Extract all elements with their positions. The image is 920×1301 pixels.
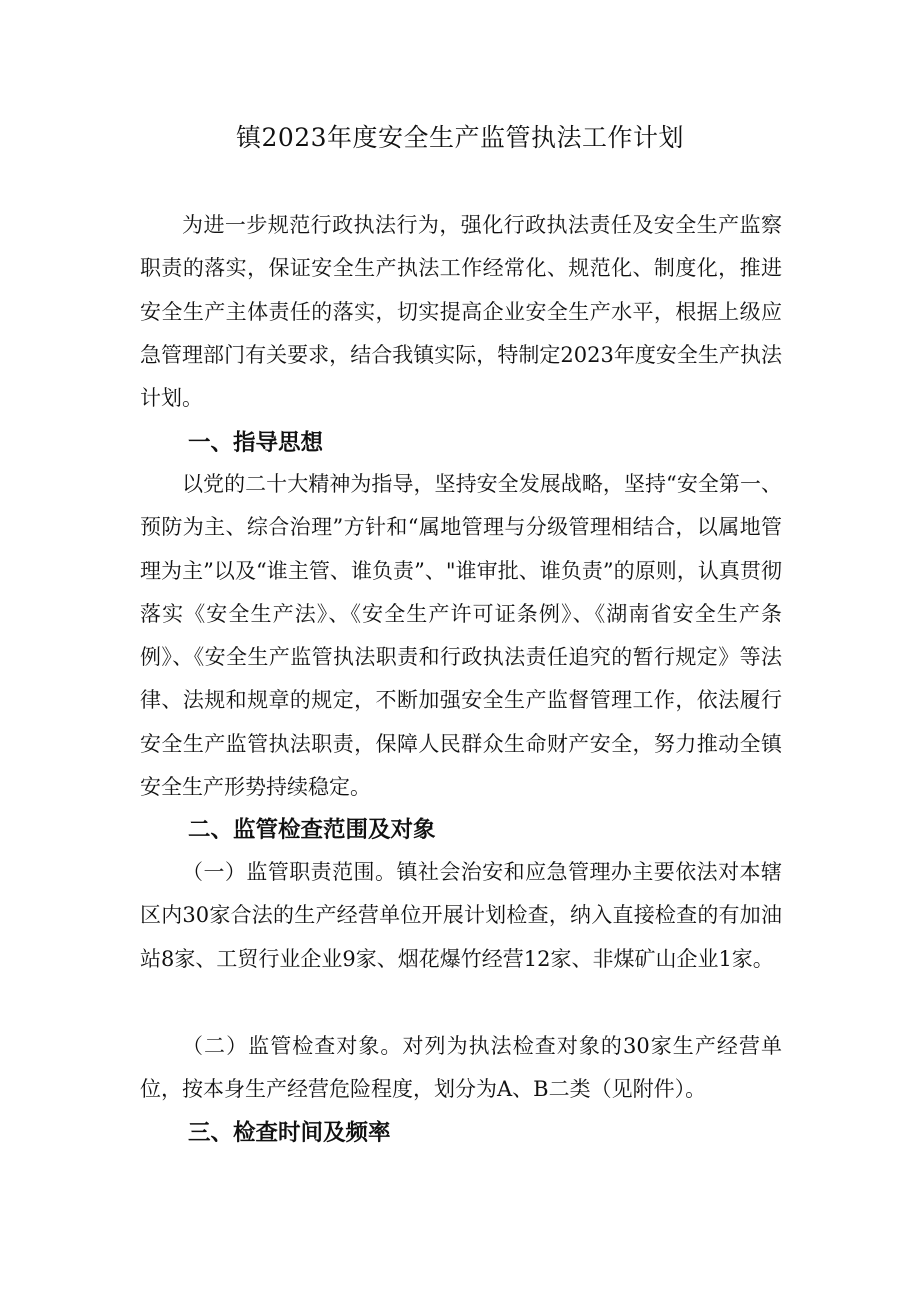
section-heading-guiding-ideology: 一、指导思想 <box>188 430 324 456</box>
targets-paragraph: （二）监管检查对象。对列为执法检查对象的30家生产经营单位，按本身生产经营危险程度，划分为A、B二类（见附件）。 <box>140 1034 782 1102</box>
section-heading-inspection-schedule: 三、检查时间及频率 <box>188 1120 391 1146</box>
scope-paragraph: （一）监管职责范围。镇社会治安和应急管理办主要依法对本辖区内30家合法的生产经营单位开展计划检查，纳入直接检查的有加油站8家、工贸行业企业9家、烟花爆竹经营12家、非煤矿山企业1家。 <box>140 860 782 971</box>
section-heading-scope-and-targets: 二、监管检查范围及对象 <box>188 817 436 843</box>
document-title: 镇2023年度安全生产监管执法工作计划 <box>235 123 685 152</box>
intro-paragraph: 为进一步规范行政执法行为，强化行政执法责任及安全生产监察职责的落实，保证安全生产执法工作经常化、规范化、制度化，推进安全生产主体责任的落实，切实提高企业安全生产水平，根据上级应急管理部门有关要求，结合我镇实际，特制定2023年度安全生产执法计划。 <box>140 213 782 411</box>
guiding-ideology-paragraph: 以党的二十大精神为指导，坚持安全发展战略，坚持“安全第一、预防为主、综合治理”方针和“属地管理与分级管理相结合，以属地管理为主”以及“谁主管、谁负责”、"谁审批、谁负责”的原则，认真贯彻落实《安全生产法》、《安全生产许可证条例》、《湖南省安全生产条例》、《安全生产监管执法职责和行政执法责任追究的暂行规定》等法律、法规和规章的规定，不断加强安全生产监督管理工作，依法履行安全生产监管执法职责，保障人民群众生命财产安全，努力推动全镇安全生产形势持续稳定。 <box>140 472 782 800</box>
